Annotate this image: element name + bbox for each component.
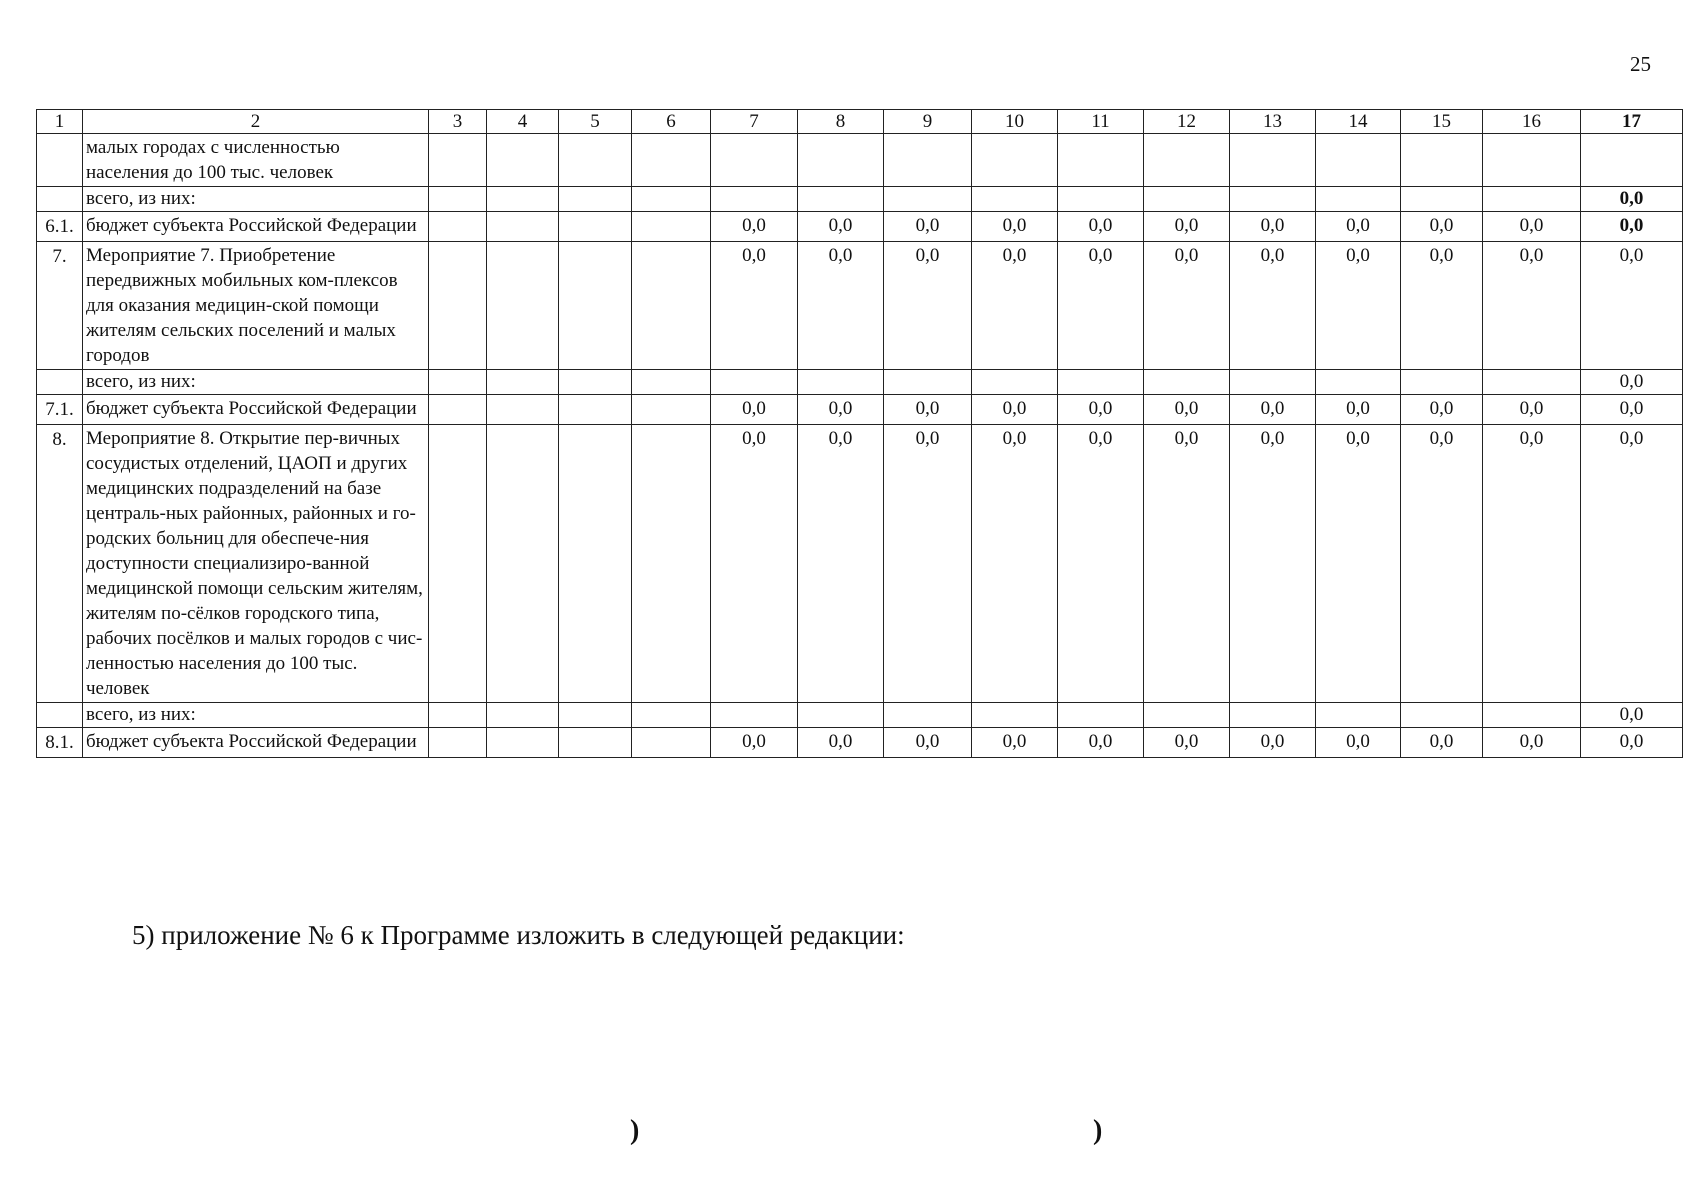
column-number: 2 bbox=[83, 110, 429, 134]
value-cell bbox=[1144, 370, 1230, 395]
cell-col-4 bbox=[487, 212, 559, 242]
cell-col-4 bbox=[487, 370, 559, 395]
row-description: бюджет субъекта Российской Федерации bbox=[83, 212, 429, 242]
value-cell bbox=[1144, 187, 1230, 212]
value-cell bbox=[1230, 370, 1316, 395]
value-cell: 0,0 bbox=[1483, 425, 1581, 703]
value-cell bbox=[1316, 370, 1401, 395]
column-number: 10 bbox=[972, 110, 1058, 134]
value-cell: 0,0 bbox=[1483, 728, 1581, 758]
value-cell bbox=[1144, 703, 1230, 728]
cell-col-6 bbox=[632, 425, 711, 703]
value-cell bbox=[1230, 703, 1316, 728]
value-cell bbox=[972, 134, 1058, 187]
value-cell bbox=[711, 187, 798, 212]
total-cell: 0,0 bbox=[1581, 370, 1683, 395]
cell-col-4 bbox=[487, 242, 559, 370]
column-number: 3 bbox=[429, 110, 487, 134]
cell-col-6 bbox=[632, 395, 711, 425]
value-cell: 0,0 bbox=[798, 212, 884, 242]
table-row bbox=[37, 242, 1683, 370]
column-number: 16 bbox=[1483, 110, 1581, 134]
value-cell: 0,0 bbox=[972, 425, 1058, 703]
column-number: 9 bbox=[884, 110, 972, 134]
value-cell bbox=[1144, 134, 1230, 187]
value-cell bbox=[884, 370, 972, 395]
value-cell bbox=[1058, 370, 1144, 395]
row-number: 6.1. bbox=[37, 212, 83, 242]
cell-col-3 bbox=[429, 187, 487, 212]
value-cell: 0,0 bbox=[1316, 728, 1401, 758]
cell-col-3 bbox=[429, 242, 487, 370]
row-description: всего, из них: bbox=[83, 370, 429, 395]
total-cell: 0,0 bbox=[1581, 212, 1683, 242]
value-cell: 0,0 bbox=[1230, 425, 1316, 703]
column-number: 1 bbox=[37, 110, 83, 134]
value-cell bbox=[1058, 703, 1144, 728]
value-cell: 0,0 bbox=[1230, 212, 1316, 242]
table-row bbox=[37, 212, 1683, 242]
total-cell: 0,0 bbox=[1581, 395, 1683, 425]
value-cell: 0,0 bbox=[1230, 242, 1316, 370]
row-number: 7. bbox=[37, 242, 83, 370]
row-description: Мероприятие 8. Открытие пер-вичных сосудистых отделений, ЦАОП и других медицинских подразделений на базе централь-ных районных, районных и го-родских больниц для обеспече-ния доступности специализиро-ванной медицинской помощи сельским жителям, жителям по-сёлков городского типа, рабочих посёлков и малых городов с чис-ленностью населения до 100 тыс. человек bbox=[83, 425, 429, 703]
value-cell: 0,0 bbox=[1058, 242, 1144, 370]
value-cell: 0,0 bbox=[711, 395, 798, 425]
cell-col-3 bbox=[429, 395, 487, 425]
total-cell bbox=[1581, 134, 1683, 187]
scan-mark-left: ) bbox=[630, 1115, 640, 1146]
table-row bbox=[37, 370, 1683, 395]
value-cell bbox=[1483, 703, 1581, 728]
column-number: 14 bbox=[1316, 110, 1401, 134]
cell-col-3 bbox=[429, 425, 487, 703]
row-number: 8. bbox=[37, 425, 83, 703]
row-description: всего, из них: bbox=[83, 187, 429, 212]
value-cell: 0,0 bbox=[1316, 212, 1401, 242]
value-cell: 0,0 bbox=[1058, 395, 1144, 425]
table-row bbox=[37, 134, 1683, 187]
value-cell bbox=[1483, 187, 1581, 212]
value-cell bbox=[1401, 134, 1483, 187]
value-cell: 0,0 bbox=[1144, 395, 1230, 425]
value-cell bbox=[1316, 134, 1401, 187]
cell-col-5 bbox=[559, 212, 632, 242]
value-cell bbox=[884, 703, 972, 728]
value-cell: 0,0 bbox=[1144, 212, 1230, 242]
cell-col-6 bbox=[632, 728, 711, 758]
value-cell bbox=[1316, 703, 1401, 728]
amendment-paragraph: 5) приложение № 6 к Программе изложить в следующей редакции: bbox=[132, 920, 905, 950]
cell-col-6 bbox=[632, 242, 711, 370]
value-cell: 0,0 bbox=[1483, 212, 1581, 242]
value-cell: 0,0 bbox=[884, 395, 972, 425]
value-cell bbox=[972, 703, 1058, 728]
value-cell: 0,0 bbox=[972, 728, 1058, 758]
value-cell bbox=[1401, 703, 1483, 728]
value-cell bbox=[1230, 134, 1316, 187]
scan-mark-right: ) bbox=[1093, 1115, 1103, 1146]
total-cell: 0,0 bbox=[1581, 187, 1683, 212]
cell-col-5 bbox=[559, 728, 632, 758]
value-cell bbox=[711, 134, 798, 187]
value-cell: 0,0 bbox=[1144, 425, 1230, 703]
total-cell: 0,0 bbox=[1581, 425, 1683, 703]
row-description: малых городах с численностью населения до 100 тыс. человек bbox=[83, 134, 429, 187]
value-cell bbox=[798, 187, 884, 212]
column-number-row bbox=[37, 110, 1683, 134]
value-cell: 0,0 bbox=[1144, 242, 1230, 370]
value-cell: 0,0 bbox=[798, 425, 884, 703]
total-cell: 0,0 bbox=[1581, 728, 1683, 758]
column-number: 11 bbox=[1058, 110, 1144, 134]
value-cell: 0,0 bbox=[798, 395, 884, 425]
table-row bbox=[37, 187, 1683, 212]
value-cell: 0,0 bbox=[1401, 728, 1483, 758]
table-row bbox=[37, 703, 1683, 728]
column-number: 15 bbox=[1401, 110, 1483, 134]
value-cell: 0,0 bbox=[1401, 395, 1483, 425]
column-number: 13 bbox=[1230, 110, 1316, 134]
cell-col-4 bbox=[487, 395, 559, 425]
value-cell: 0,0 bbox=[1058, 212, 1144, 242]
column-number: 7 bbox=[711, 110, 798, 134]
cell-col-6 bbox=[632, 370, 711, 395]
cell-col-5 bbox=[559, 134, 632, 187]
value-cell bbox=[1230, 187, 1316, 212]
value-cell bbox=[972, 187, 1058, 212]
row-description: бюджет субъекта Российской Федерации bbox=[83, 728, 429, 758]
value-cell bbox=[798, 703, 884, 728]
cell-col-4 bbox=[487, 187, 559, 212]
value-cell: 0,0 bbox=[1401, 425, 1483, 703]
value-cell: 0,0 bbox=[798, 242, 884, 370]
column-number: 5 bbox=[559, 110, 632, 134]
cell-col-6 bbox=[632, 212, 711, 242]
value-cell: 0,0 bbox=[1144, 728, 1230, 758]
value-cell: 0,0 bbox=[1483, 242, 1581, 370]
value-cell: 0,0 bbox=[711, 425, 798, 703]
value-cell: 0,0 bbox=[711, 242, 798, 370]
value-cell: 0,0 bbox=[1230, 728, 1316, 758]
value-cell: 0,0 bbox=[884, 728, 972, 758]
row-number bbox=[37, 370, 83, 395]
cell-col-5 bbox=[559, 370, 632, 395]
value-cell: 0,0 bbox=[1401, 242, 1483, 370]
column-number: 4 bbox=[487, 110, 559, 134]
row-number bbox=[37, 134, 83, 187]
table-row bbox=[37, 395, 1683, 425]
value-cell bbox=[1483, 370, 1581, 395]
cell-col-3 bbox=[429, 728, 487, 758]
value-cell: 0,0 bbox=[1316, 425, 1401, 703]
value-cell bbox=[972, 370, 1058, 395]
value-cell bbox=[884, 187, 972, 212]
value-cell: 0,0 bbox=[1058, 425, 1144, 703]
column-number: 17 bbox=[1581, 110, 1683, 134]
cell-col-3 bbox=[429, 370, 487, 395]
value-cell: 0,0 bbox=[711, 212, 798, 242]
total-cell: 0,0 bbox=[1581, 703, 1683, 728]
cell-col-4 bbox=[487, 728, 559, 758]
value-cell: 0,0 bbox=[1483, 395, 1581, 425]
table-row bbox=[37, 425, 1683, 703]
row-number: 8.1. bbox=[37, 728, 83, 758]
cell-col-3 bbox=[429, 703, 487, 728]
value-cell: 0,0 bbox=[711, 728, 798, 758]
column-number: 6 bbox=[632, 110, 711, 134]
row-description: Мероприятие 7. Приобретение передвижных мобильных ком-плексов для оказания медицин-ской помощи жителям сельских поселений и малых городов bbox=[83, 242, 429, 370]
row-description: бюджет субъекта Российской Федерации bbox=[83, 395, 429, 425]
cell-col-5 bbox=[559, 395, 632, 425]
value-cell bbox=[711, 703, 798, 728]
funding-table bbox=[36, 109, 1683, 758]
value-cell bbox=[1058, 187, 1144, 212]
value-cell bbox=[1058, 134, 1144, 187]
value-cell: 0,0 bbox=[972, 242, 1058, 370]
value-cell: 0,0 bbox=[884, 425, 972, 703]
value-cell: 0,0 bbox=[1316, 242, 1401, 370]
value-cell: 0,0 bbox=[1401, 212, 1483, 242]
value-cell: 0,0 bbox=[972, 212, 1058, 242]
row-description: всего, из них: bbox=[83, 703, 429, 728]
cell-col-5 bbox=[559, 187, 632, 212]
cell-col-4 bbox=[487, 425, 559, 703]
row-number: 7.1. bbox=[37, 395, 83, 425]
value-cell bbox=[1483, 134, 1581, 187]
cell-col-3 bbox=[429, 212, 487, 242]
row-number bbox=[37, 187, 83, 212]
value-cell bbox=[1401, 370, 1483, 395]
value-cell: 0,0 bbox=[798, 728, 884, 758]
cell-col-5 bbox=[559, 703, 632, 728]
table-row bbox=[37, 728, 1683, 758]
value-cell: 0,0 bbox=[1058, 728, 1144, 758]
value-cell bbox=[1316, 187, 1401, 212]
value-cell: 0,0 bbox=[972, 395, 1058, 425]
cell-col-4 bbox=[487, 703, 559, 728]
value-cell bbox=[798, 370, 884, 395]
value-cell bbox=[711, 370, 798, 395]
value-cell: 0,0 bbox=[884, 242, 972, 370]
cell-col-4 bbox=[487, 134, 559, 187]
column-number: 12 bbox=[1144, 110, 1230, 134]
value-cell: 0,0 bbox=[1230, 395, 1316, 425]
total-cell: 0,0 bbox=[1581, 242, 1683, 370]
value-cell: 0,0 bbox=[1316, 395, 1401, 425]
cell-col-6 bbox=[632, 703, 711, 728]
cell-col-6 bbox=[632, 134, 711, 187]
value-cell: 0,0 bbox=[884, 212, 972, 242]
value-cell bbox=[1401, 187, 1483, 212]
cell-col-5 bbox=[559, 425, 632, 703]
value-cell bbox=[884, 134, 972, 187]
cell-col-3 bbox=[429, 134, 487, 187]
row-number bbox=[37, 703, 83, 728]
page-number: 25 bbox=[1630, 52, 1651, 76]
cell-col-6 bbox=[632, 187, 711, 212]
column-number: 8 bbox=[798, 110, 884, 134]
value-cell bbox=[798, 134, 884, 187]
cell-col-5 bbox=[559, 242, 632, 370]
